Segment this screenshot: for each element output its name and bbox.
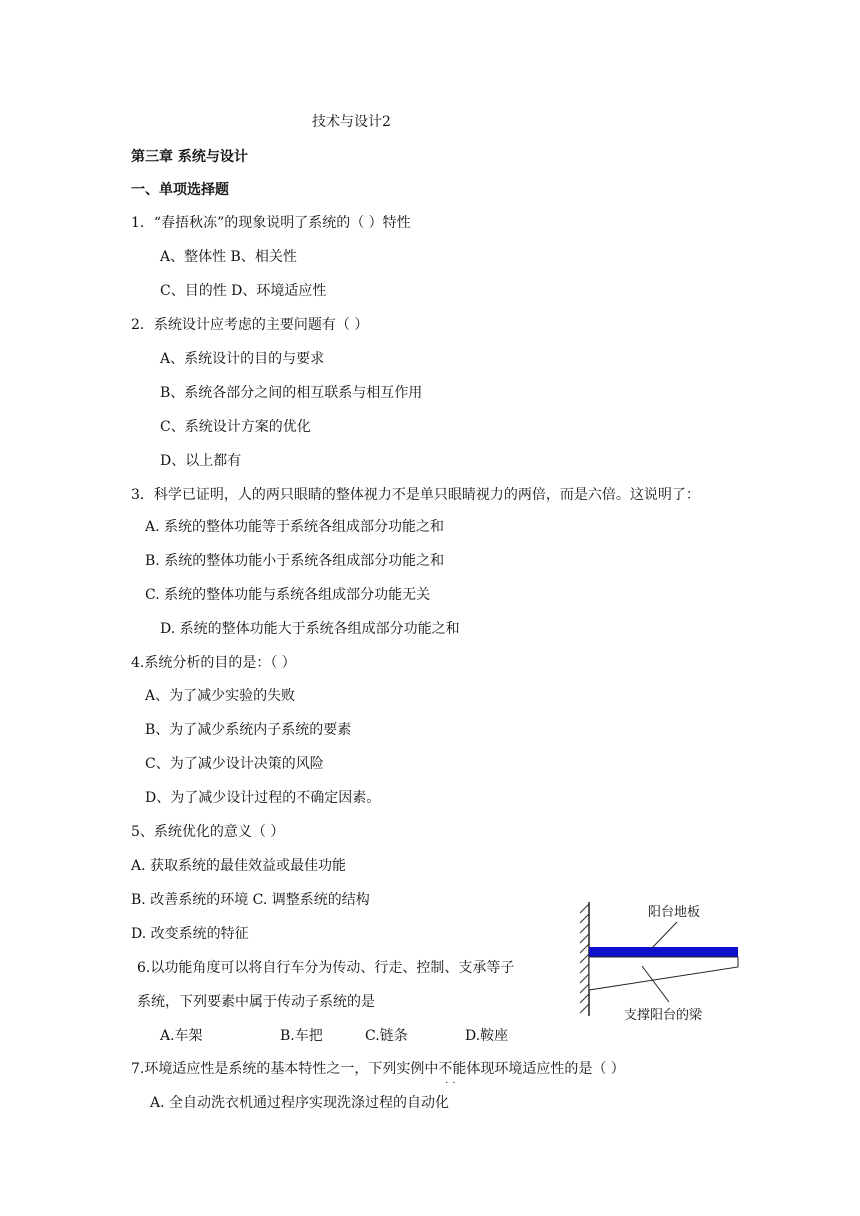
- q2-option-a: A、系统设计的目的与要求: [160, 351, 325, 367]
- q3-option-b: B. 系统的整体功能小于系统各组成部分功能之和: [145, 553, 445, 569]
- q7-option-a: A. 全自动洗衣机通过程序实现洗涤过程的自动化: [150, 1095, 450, 1111]
- balcony-floor: [589, 947, 738, 957]
- q4-option-b: B、为了减少系统内子系统的要素: [145, 722, 352, 738]
- q6-option-c: C.链条: [365, 1028, 408, 1044]
- label-balcony-floor: 阳台地板: [648, 905, 701, 920]
- q1-stem: 1．“春捂秋冻”的现象说明了系统的（ ）特性: [131, 215, 411, 231]
- q1-options-ab: A、整体性 B、相关性: [160, 249, 297, 265]
- q7-stem-pre: 7.环境适应性是系统的基本特性之一，下列实例中: [131, 1061, 439, 1077]
- wall-hatching: [580, 904, 589, 1013]
- emphasis-dots: ..: [445, 1075, 460, 1086]
- q6-stem-line2: 系统，下列要素中属于传动子系统的是: [137, 994, 375, 1010]
- q2-stem: 2．系统设计应考虑的主要问题有（ ）: [131, 317, 369, 333]
- q5-option-d: D. 改变系统的特征: [131, 926, 249, 942]
- q6-option-b: B.车把: [280, 1028, 323, 1044]
- q5-option-a: A. 获取系统的最佳效益或最佳功能: [131, 858, 347, 874]
- q4-option-d: D、为了减少设计过程的不确定因素。: [145, 790, 381, 806]
- q6-option-d: D.鞍座: [465, 1028, 509, 1044]
- q2-option-b: B、系统各部分之间的相互联系与相互作用: [160, 385, 423, 401]
- q7-stem-emphasis: [438, 1061, 467, 1086]
- q4-option-c: C、为了减少设计决策的风险: [145, 756, 324, 772]
- q5-stem: 5、系统优化的意义（ ）: [131, 824, 285, 840]
- q1-options-cd: C、目的性 D、环境适应性: [160, 283, 327, 299]
- balcony-diagram: [574, 896, 744, 1022]
- label-support-beam: 支撑阳台的梁: [624, 1008, 703, 1022]
- q4-option-a: A、为了减少实验的失败: [145, 688, 296, 704]
- q7-emph-text: 不能: [438, 1061, 467, 1077]
- support-beam: [589, 957, 738, 990]
- label-leader-top: [652, 922, 677, 948]
- q7-stem: [131, 1060, 625, 1086]
- chapter-heading: 第三章 系统与设计: [131, 149, 248, 165]
- q3-option-a: A. 系统的整体功能等于系统各组成部分功能之和: [145, 519, 445, 535]
- doc-title: 技术与设计2: [312, 114, 391, 130]
- q2-option-d: D、以上都有: [160, 453, 242, 469]
- section-heading: 一、单项选择题: [131, 182, 229, 198]
- q3-option-d: D. 系统的整体功能大于系统各组成部分功能之和: [160, 621, 460, 637]
- q4-stem: 4.系统分析的目的是：（ ）: [131, 655, 296, 671]
- q3-stem: 3．科学已证明，人的两只眼睛的整体视力不是单只眼睛视力的两倍，而是六倍。这说明了：: [131, 487, 700, 503]
- q6-option-a: A.车架: [160, 1028, 203, 1044]
- q5-options-bc: B. 改善系统的环境 C. 调整系统的结构: [131, 892, 370, 908]
- q7-stem-post: 体现环境适应性的是（ ）: [466, 1061, 625, 1077]
- q2-option-c: C、系统设计方案的优化: [160, 419, 311, 435]
- q6-stem-line1: 6.以功能角度可以将自行车分为传动、行走、控制、支承等子: [137, 960, 515, 976]
- q3-option-c: C. 系统的整体功能与系统各组成部分功能无关: [145, 587, 431, 603]
